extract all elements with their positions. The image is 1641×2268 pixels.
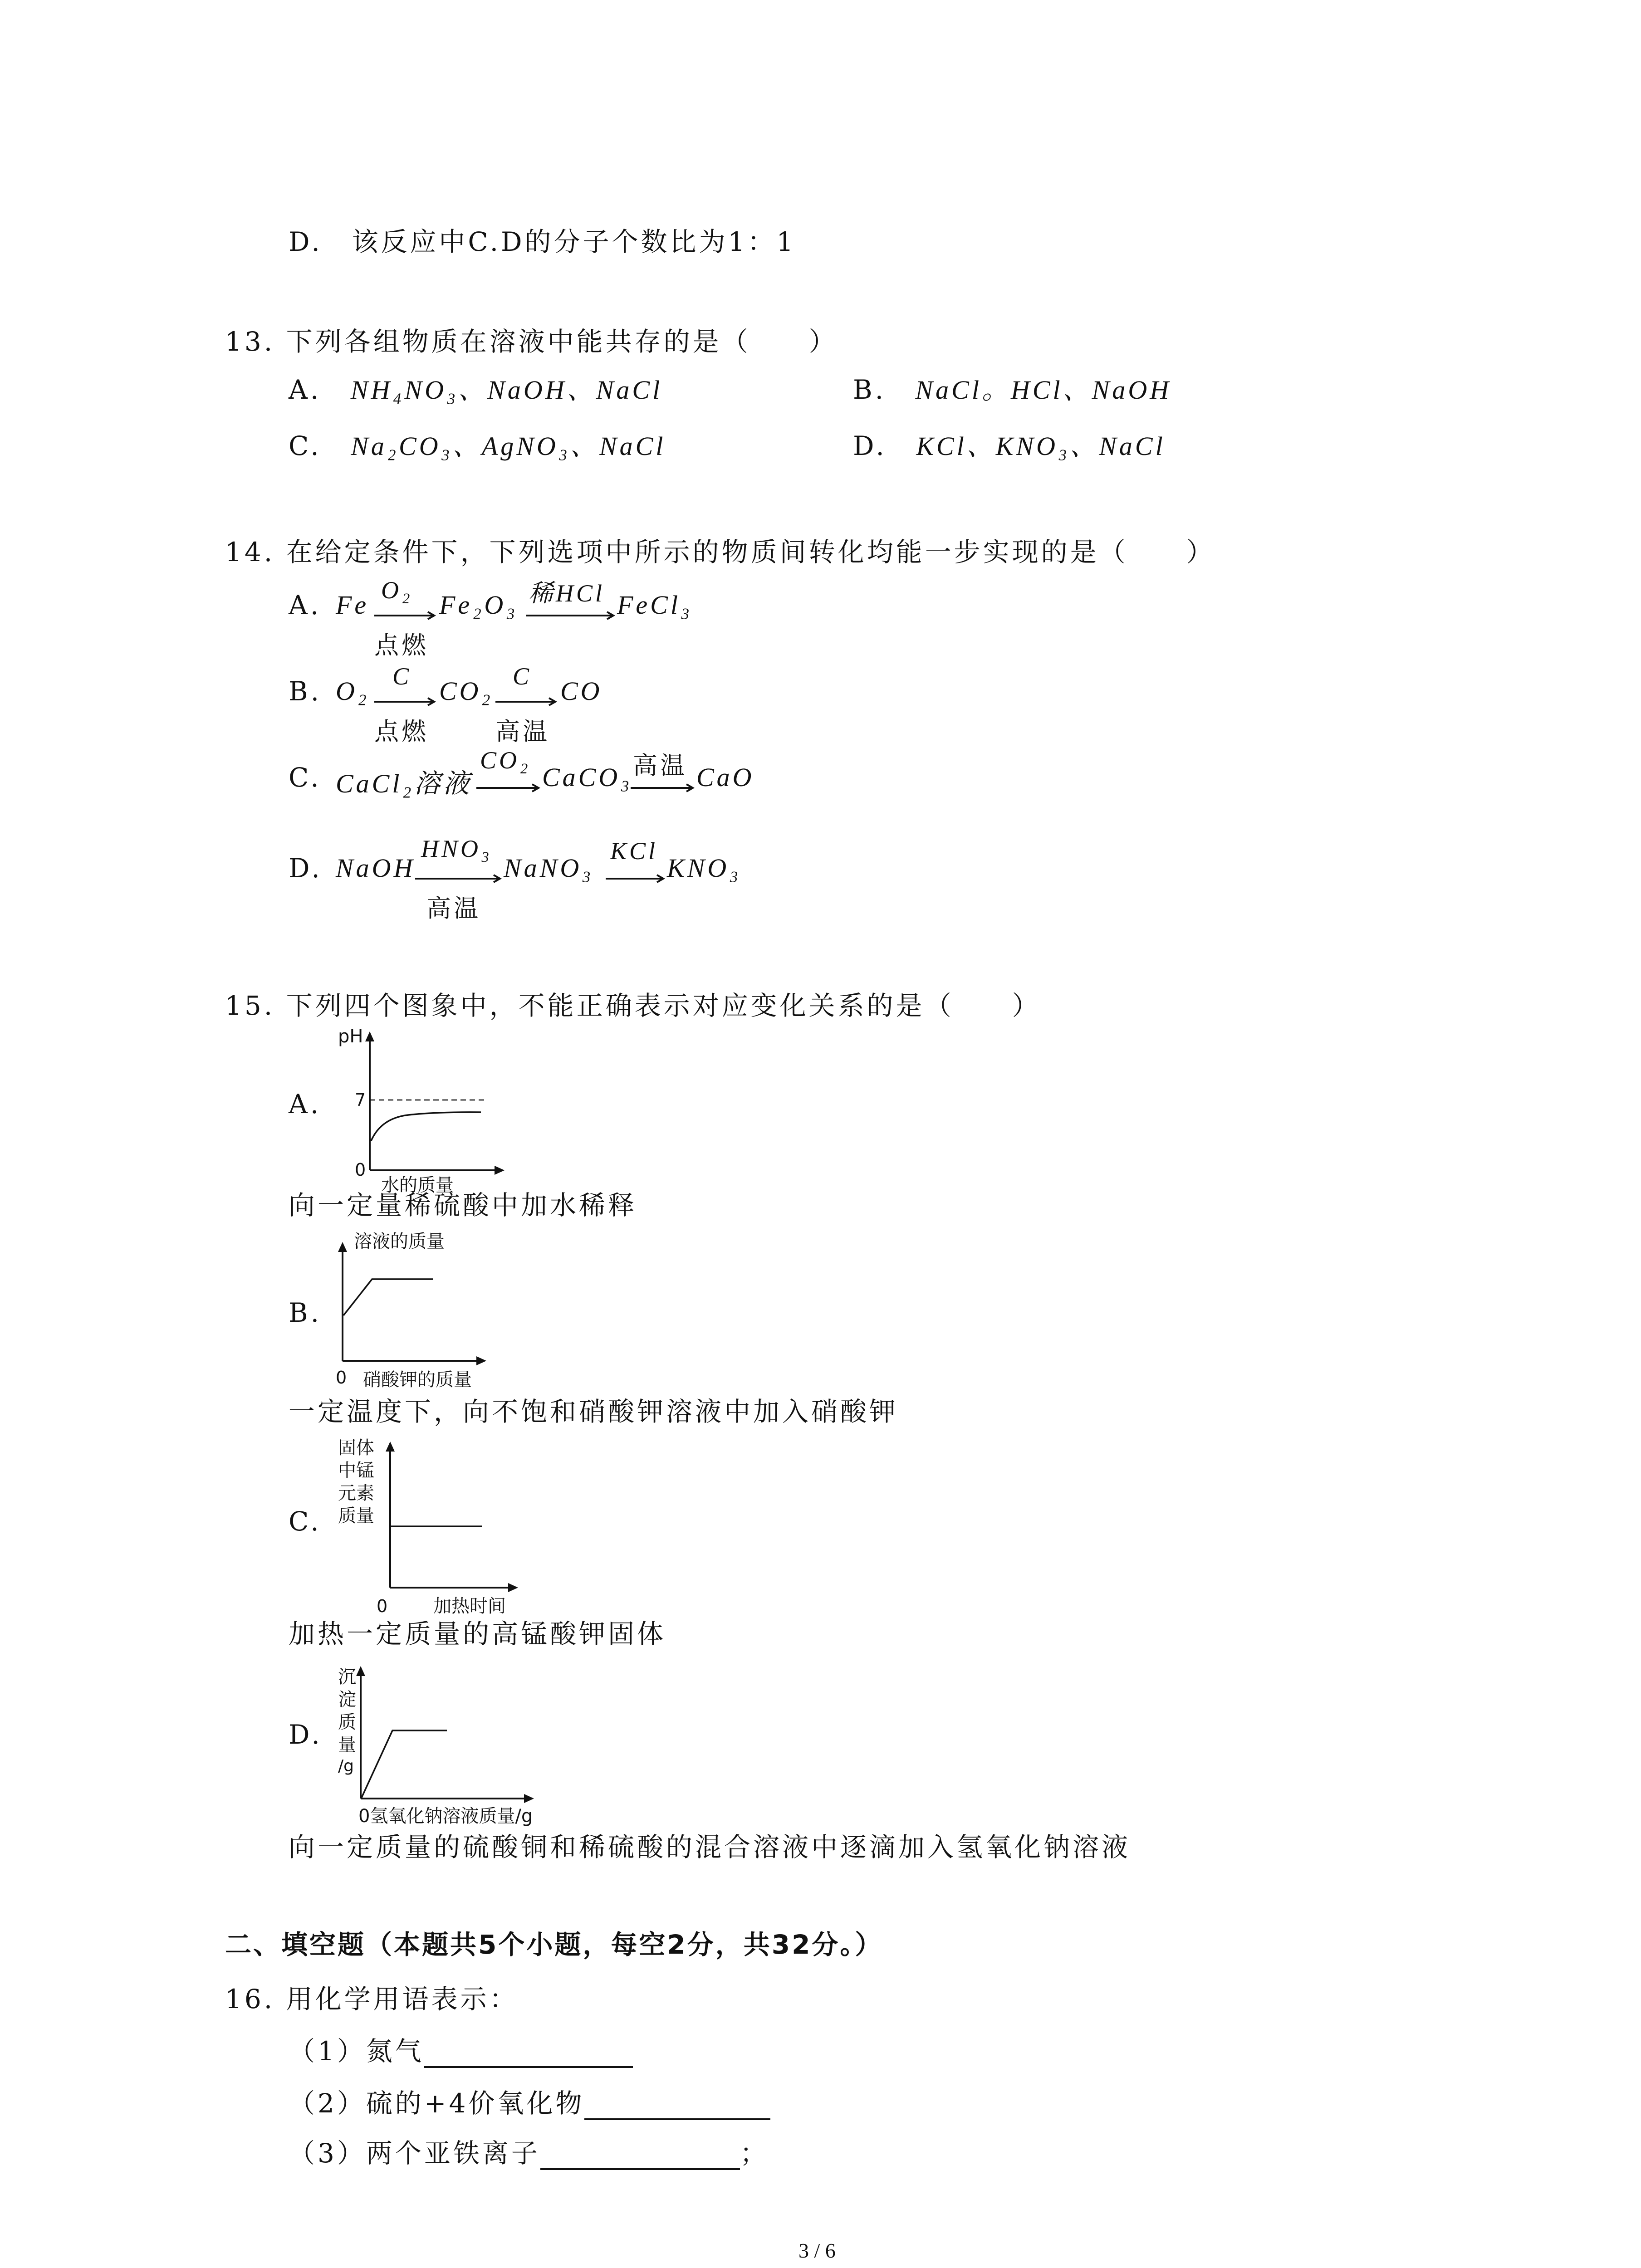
q13-stem: 13. 下列各组物质在溶液中能共存的是（ ） [225,326,838,357]
arrow-icon [476,782,542,793]
x-axis-arrow-icon [524,1794,534,1803]
part-label: （2）硫的+4价氧化物 [289,2088,585,2119]
x-axis-arrow-icon [495,1166,505,1175]
y-axis-label: 溶液的质量 [354,1231,445,1252]
q16-part-1 [289,2030,633,2068]
q13-option-c [289,425,666,463]
arrow-icon [374,610,438,621]
q14-d-product-2: KNO₃ [667,853,741,883]
q15-c-caption: 加热一定质量的高锰酸钾固体 [289,1618,666,1649]
q14-c-product-2: CaO [696,763,754,792]
answer-blank-1[interactable] [424,2039,633,2068]
q15-chart-a [336,1025,508,1195]
arrow-icon [495,696,559,707]
page-number: 3 / 6 [798,2239,836,2262]
q14-c-condition-1-top: CO₂ [480,747,531,774]
y-axis-label-line3: 元素 [338,1483,374,1504]
y-axis-label-line2: 中锰 [338,1460,374,1481]
arrow-icon [415,873,504,884]
option-label: D. [289,226,323,257]
q16-part-2 [289,2082,770,2120]
q14-b-condition-1-top: C [392,663,412,690]
q14-a-product-2: FeCl₃ [617,590,693,620]
q12-option-d [289,220,796,259]
q14-a-condition-1-bottom: 点燃 [374,631,429,660]
y-axis-arrow-icon [365,1031,374,1041]
q15-chart-d [336,1658,544,1828]
y-axis-label-line4: 量 [338,1735,356,1755]
q14-a-reactant: Fe [336,590,369,620]
x-axis-label: 加热时间 [433,1596,506,1615]
q13-option-d [853,425,1166,463]
q15-option-b-label: B. [289,1297,322,1328]
y-axis-label-line5: /g [338,1757,354,1775]
q14-b-condition-1-bottom: 点燃 [374,717,429,746]
q15-b-caption: 一定温度下，向不饱和硝酸钾溶液中加入硝酸钾 [289,1396,899,1427]
q14-d-product-1: NaNO₃ [504,853,594,883]
arrow-icon [374,696,438,707]
x-axis-label: 水的质量 [381,1175,454,1193]
q14-d-condition-2-top: KCl [610,837,658,865]
q15-option-c-label: C. [289,1506,322,1537]
y-axis-label-line1: 固体 [338,1437,374,1458]
q14-d-condition-1-top: HNO₃ [421,835,492,862]
q14-a-condition-1-top: O₂ [381,577,413,604]
y-tick-7: 7 [355,1090,366,1110]
q14-option-b-label: B. [289,676,322,707]
y-axis-label-line2: 淀 [338,1689,356,1710]
q14-option-d-label: D. [289,853,323,884]
y-axis-label-line4: 质量 [338,1505,374,1526]
answer-blank-2[interactable] [584,2091,770,2120]
q14-b-product-2: CO [560,676,603,706]
y-axis-arrow-icon [356,1666,365,1676]
q14-a-product-1: Fe₂O₃ [439,590,518,620]
q13-option-b [853,368,1171,406]
x-axis-arrow-icon [476,1356,486,1365]
x-axis-label: 硝酸钾的质量 [363,1369,472,1390]
q14-b-condition-2-top: C [513,663,532,690]
q16-stem: 16. 用化学用语表示： [225,1984,519,2014]
y-axis-label-line1: 沉 [338,1667,356,1687]
q14-c-condition-2-top: 高温 [633,751,687,780]
q15-option-d-label: D. [289,1719,323,1750]
x-axis-label: 0氢氧化钠溶液质量/g [358,1806,533,1826]
q14-c-product-1: CaCO₃ [542,763,632,792]
option-label: B. [853,374,887,405]
q15-chart-b [336,1229,508,1399]
origin-label: 0 [355,1160,366,1180]
q13-option-a [289,368,662,406]
y-axis-label-line3: 质 [338,1712,356,1733]
answer-blank-3[interactable] [540,2141,740,2170]
option-label: D. [853,430,887,461]
x-axis-arrow-icon [508,1583,518,1592]
part-label: （1）氮气 [289,2036,424,2067]
option-label: C. [289,430,322,461]
y-axis-arrow-icon [386,1442,395,1452]
q14-option-a-label: A. [289,590,322,621]
precipitate-mass-line [362,1730,447,1798]
section-heading: 二、填空题（本题共5个小题，每空2分，共32分。） [225,1929,883,1960]
punctuation: ； [740,2138,769,2169]
q14-b-condition-2-bottom: 高温 [495,717,550,746]
option-text: Na₂CO₃、AgNO₃、NaCl [351,431,666,461]
q14-b-product-1: CO₂ [439,676,493,706]
q14-b-reactant: O₂ [336,676,370,706]
solution-mass-line [343,1279,433,1315]
q14-d-condition-1-bottom: 高温 [426,894,481,923]
origin-label: 0 [336,1368,347,1388]
q15-option-a-label: A. [289,1089,322,1119]
q15-a-caption: 向一定量稀硫酸中加水稀释 [289,1190,637,1221]
option-label: A. [289,374,322,405]
q16-part-3 [289,2132,769,2170]
option-text: KCl、KNO₃、NaCl [916,431,1166,461]
q14-stem: 14. 在给定条件下，下列选项中所示的物质间转化均能一步实现的是（ ） [225,537,1215,567]
ph-curve [371,1112,481,1141]
part-label: （3）两个亚铁离子 [289,2138,540,2169]
origin-label: 0 [377,1596,388,1615]
q14-option-c-label: C. [289,762,322,793]
q14-d-reactant: NaOH [336,853,416,883]
option-text: 该反应中C.D的分子个数比为1：1 [352,226,796,257]
arrow-icon [526,610,617,621]
y-axis-label: pH [338,1026,363,1047]
arrow-icon [631,782,696,793]
option-text: NaCl。HCl、NaOH [915,375,1172,405]
y-axis-arrow-icon [338,1242,347,1252]
q14-c-reactant: CaCl₂溶液 [336,769,472,798]
arrow-icon [606,873,667,884]
option-text: NH₄NO₃、NaOH、NaCl [350,375,663,405]
q14-a-condition-2-top: 稀HCl [529,580,605,607]
q15-stem: 15. 下列四个图象中，不能正确表示对应变化关系的是（ ） [225,990,1041,1021]
q15-d-caption: 向一定质量的硫酸铜和稀硫酸的混合溶液中逐滴加入氢氧化钠溶液 [289,1832,1131,1862]
q15-chart-c [336,1433,526,1617]
